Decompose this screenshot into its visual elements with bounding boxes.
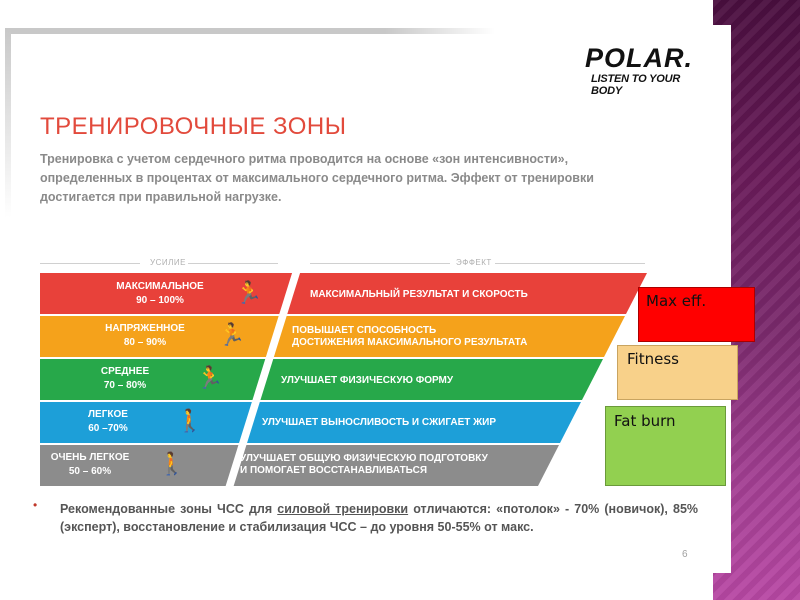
sprinter-icon: 🏃: [235, 280, 263, 305]
note-text: [60, 500, 698, 536]
intro-text: Тренировка с учетом сердечного ритма проводится на основе «зон интенсивности», определенных в процентах от максимального сердечного ритма. Эффект от тренировки достигается при правильной нагрузке.: [40, 152, 594, 204]
zone-hard-effect-line1: ПОВЫШАЕТ СПОСОБНОСТЬ: [292, 325, 437, 336]
page-title: ТРЕНИРОВОЧНЫЕ ЗОНЫ: [40, 113, 347, 140]
note-part1: Рекомендованные зоны ЧСС для: [60, 502, 278, 516]
zone-moderate-name: СРЕДНЕЕ: [100, 366, 150, 377]
page-number: 6: [682, 549, 688, 560]
zone-moderate-effect: УЛУЧШАЕТ ФИЗИЧЕСКУЮ ФОРМУ: [281, 375, 454, 386]
zone-hard-effect-line2: ДОСТИЖЕНИЯ МАКСИМАЛЬНОГО РЕЗУЛЬТАТА: [292, 337, 528, 348]
zone-hard-name: НАПРЯЖЕННОЕ: [105, 323, 185, 334]
max-eff-box: Max eff.: [638, 287, 755, 342]
stroller-icon: 🚶: [158, 451, 186, 476]
fat-burn-box: Fat burn: [605, 406, 726, 486]
effort-label: УСИЛИЕ: [150, 258, 186, 267]
zone-moderate-range: 70 – 80%: [103, 380, 147, 391]
zone-very-light-effect-line2: И ПОМОГАЕТ ВОССТАНАВЛИВАТЬСЯ: [240, 465, 428, 476]
note-part2: отличаются: «потолок» - 70% (новичок), 85% (эксперт), восстановление и стабилизация ЧСС – до уровня 50-55% от макс.: [60, 502, 699, 534]
zone-very-light-name: ОЧЕНЬ ЛЕГКОЕ: [50, 452, 130, 463]
zone-very-light-effect-line1: УЛУЧШАЕТ ОБЩУЮ ФИЗИЧЕСКУЮ ПОДГОТОВКУ: [240, 453, 488, 464]
logo-wordmark: POLAR.: [585, 43, 694, 73]
zone-light-effect: УЛУЧШАЕТ ВЫНОСЛИВОСТЬ И СЖИГАЕТ ЖИР: [262, 417, 497, 428]
runner-icon: 🏃: [218, 322, 246, 347]
zone-hard-range: 80 – 90%: [123, 337, 167, 348]
zone-very-light-effect: [240, 453, 488, 477]
walker-icon: 🚶: [176, 408, 204, 433]
effect-label: ЭФФЕКТ: [456, 258, 492, 267]
zone-very-light-range: 50 – 60%: [68, 466, 112, 477]
zone-moderate-label: [65, 365, 185, 393]
zone-hard-label: [85, 322, 205, 350]
zone-max-name: МАКСИМАЛЬНОЕ: [116, 281, 204, 292]
zone-max-range: 90 – 100%: [136, 295, 184, 306]
bullet-icon: •: [33, 498, 38, 512]
note-link[interactable]: силовой тренировки: [277, 502, 409, 516]
logo-tagline: LISTEN TO YOUR BODY: [591, 73, 681, 97]
jogger-icon: 🏃: [196, 365, 224, 390]
fitness-box: Fitness: [617, 345, 738, 400]
zone-light-label: [48, 408, 168, 436]
zone-light-range: 60 –70%: [88, 423, 128, 434]
zone-hard-effect: [292, 325, 527, 349]
zone-max-effect: МАКСИМАЛЬНЫЙ РЕЗУЛЬТАТ И СКОРОСТЬ: [310, 289, 528, 300]
zone-very-light-label: [30, 451, 150, 479]
zone-light-name: ЛЕГКОЕ: [88, 409, 128, 420]
zone-max-label: [100, 280, 220, 308]
